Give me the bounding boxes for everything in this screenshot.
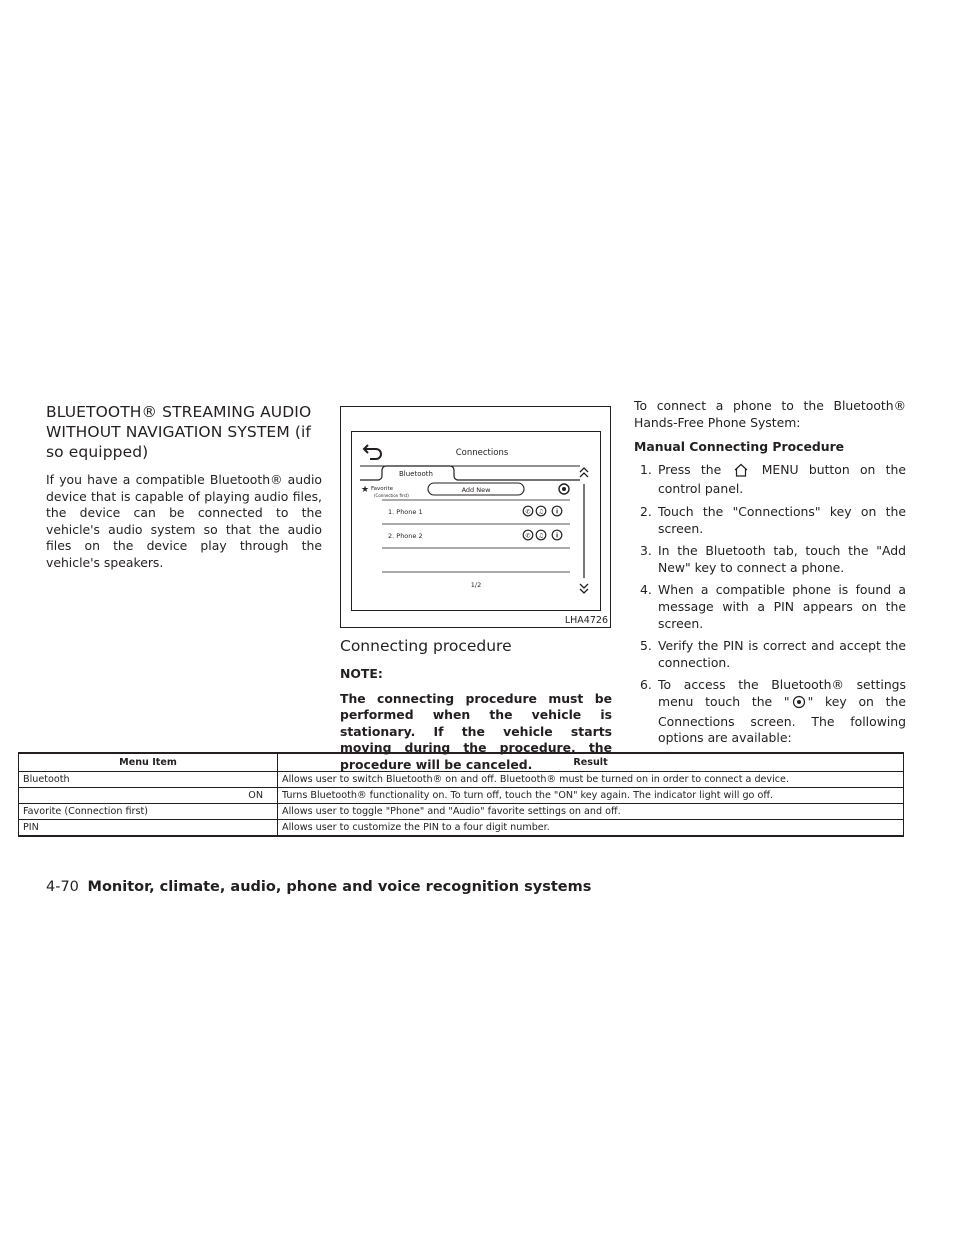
settings-gear-icon bbox=[792, 695, 806, 714]
device-1-info-icon[interactable] bbox=[552, 506, 562, 516]
svg-text:i: i bbox=[555, 532, 559, 540]
chapter-title: Monitor, climate, audio, phone and voice recognition systems bbox=[87, 879, 592, 895]
device-2-label[interactable]: 2. Phone 2 bbox=[388, 532, 423, 540]
device-2-info-icon[interactable] bbox=[552, 530, 562, 540]
page-footer bbox=[46, 878, 591, 896]
page-indicator: 1/2 bbox=[470, 581, 482, 589]
table-row bbox=[19, 788, 904, 804]
tab-label: Bluetooth bbox=[399, 470, 433, 478]
scroll-up-icon[interactable] bbox=[580, 468, 588, 477]
heading-line-2: WITHOUT NAVIGATION SYSTEM (if bbox=[46, 423, 311, 441]
svg-text:♫: ♫ bbox=[538, 508, 544, 516]
svg-text:♫: ♫ bbox=[538, 532, 544, 540]
intro-column bbox=[46, 402, 322, 572]
result-cell: Allows user to customize the PIN to a four digit number. bbox=[278, 820, 904, 837]
manual-intro: To connect a phone to the Bluetooth® Hands-Free Phone System: bbox=[634, 398, 906, 430]
device-2-phone-icon bbox=[523, 530, 533, 540]
manual-heading: Manual Connecting Procedure bbox=[634, 439, 845, 455]
scroll-down-icon[interactable] bbox=[580, 584, 588, 593]
connections-figure bbox=[340, 406, 611, 628]
svg-text:i: i bbox=[555, 508, 559, 516]
step-2: 2. Touch the "Connections" key on the screen. bbox=[640, 503, 906, 536]
step-5: 5. Verify the PIN is correct and accept the connection. bbox=[640, 638, 906, 670]
intro-paragraph: If you have a compatible Bluetooth® audio device that is capable of playing audio files, the device can be connected to the vehicle's audio system so that the audio files on the device play through the vehicle's speakers. bbox=[46, 472, 322, 570]
connecting-heading: Connecting procedure bbox=[340, 637, 512, 655]
procedure-steps bbox=[634, 462, 906, 747]
header-result: Result bbox=[278, 753, 904, 772]
device-1-audio-icon bbox=[536, 506, 546, 516]
table-row bbox=[19, 772, 904, 788]
figure-column bbox=[340, 406, 612, 774]
favorite-sublabel: (Connection first) bbox=[374, 493, 409, 498]
svg-text:✆: ✆ bbox=[525, 532, 531, 540]
header-menu-item: Menu Item bbox=[19, 753, 278, 772]
screen-title: Connections bbox=[455, 448, 509, 458]
device-1-phone-icon bbox=[523, 506, 533, 516]
procedure-column bbox=[634, 398, 906, 753]
note-label: NOTE: bbox=[340, 666, 383, 681]
result-cell: Allows user to toggle "Phone" and "Audio" favorite settings on and off. bbox=[278, 804, 904, 820]
menu-item-cell: Bluetooth bbox=[19, 772, 278, 788]
device-1-label[interactable]: 1. Phone 1 bbox=[388, 508, 423, 516]
result-cell: Allows user to switch Bluetooth® on and off. Bluetooth® must be turned on in order to connect a device. bbox=[278, 772, 904, 788]
back-arrow-icon bbox=[364, 445, 381, 459]
home-icon bbox=[733, 463, 749, 482]
connections-screen-illustration bbox=[352, 432, 600, 610]
figure-code: LHA4726 bbox=[564, 615, 608, 626]
heading-line-3: so equipped) bbox=[46, 443, 149, 461]
menu-item-cell: Favorite (Connection first) bbox=[19, 804, 278, 820]
bluetooth-tab[interactable] bbox=[360, 466, 580, 480]
table-row bbox=[19, 804, 904, 820]
favorite-label: Favorite bbox=[371, 486, 393, 492]
note-text: The connecting procedure must be performed when the vehicle is stationary. If the vehicle starts moving during the procedure, the procedure will be canceled. bbox=[340, 690, 612, 772]
table-row bbox=[19, 820, 904, 837]
device-2-audio-icon bbox=[536, 530, 546, 540]
star-icon: ★ bbox=[361, 485, 370, 495]
result-cell: Turns Bluetooth® functionality on. To turn off, touch the "ON" key again. The indicator light will go off. bbox=[278, 788, 904, 804]
page-number: 4-70 bbox=[46, 879, 79, 895]
step-3: 3. In the Bluetooth tab, touch the "Add New" key to connect a phone. bbox=[640, 543, 906, 575]
svg-text:✆: ✆ bbox=[525, 508, 531, 516]
settings-icon[interactable] bbox=[559, 484, 569, 494]
menu-item-cell: PIN bbox=[19, 820, 278, 837]
menu-item-cell: ON bbox=[19, 788, 278, 804]
menu-table bbox=[18, 752, 904, 837]
step-4: 4. When a compatible phone is found a message with a PIN appears on the screen. bbox=[640, 582, 906, 631]
heading-line-1: BLUETOOTH® STREAMING AUDIO bbox=[46, 403, 312, 421]
add-new-label: Add New bbox=[461, 486, 491, 494]
step-6: 6. To access the Bluetooth® settings menu touch the " " key on the Connections screen. The following options are available: bbox=[640, 677, 906, 746]
connections-screen bbox=[351, 431, 601, 611]
table-header-row bbox=[19, 753, 904, 772]
section-heading bbox=[46, 402, 322, 462]
menu-table-container bbox=[18, 752, 904, 837]
step-1: 1. Press the MENU button on the control panel. bbox=[640, 461, 906, 497]
